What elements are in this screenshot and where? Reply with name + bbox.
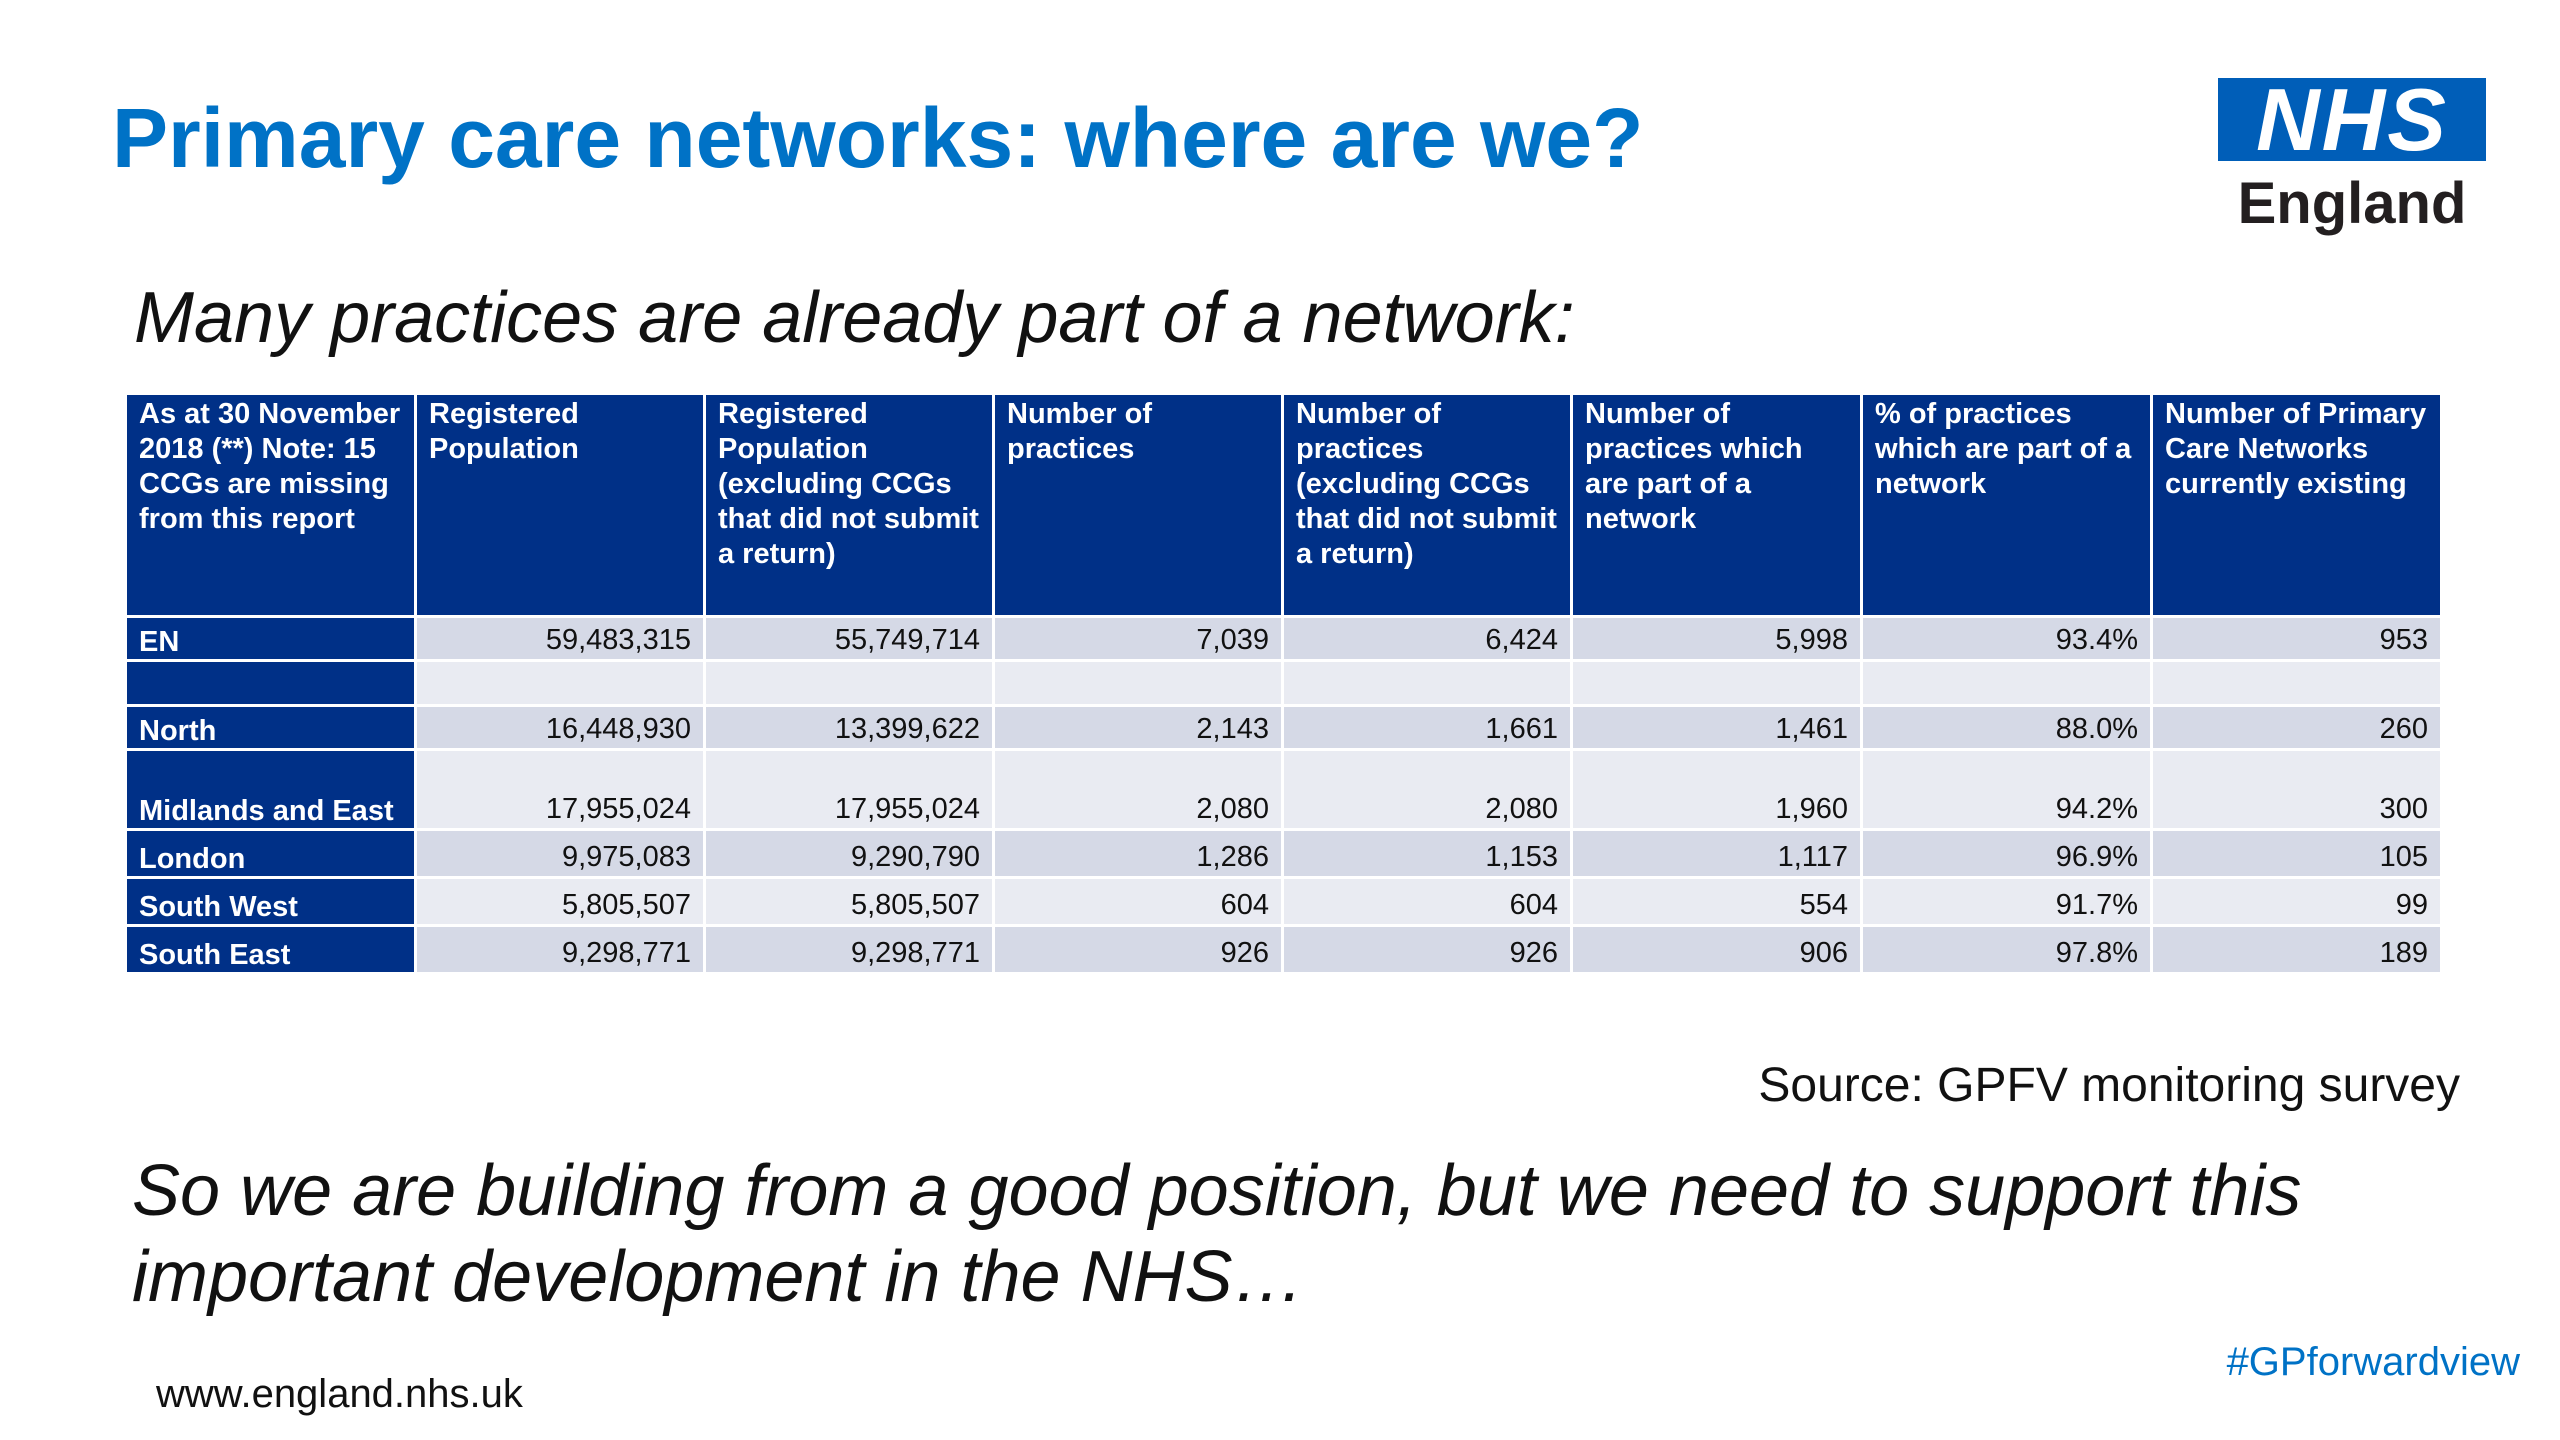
- table-row: [126, 830, 2442, 878]
- table-cell: 1,153: [1283, 830, 1572, 878]
- table-cell: 2,080: [994, 750, 1283, 830]
- table-cell: 260: [2152, 706, 2442, 750]
- table-cell: 2,143: [994, 706, 1283, 750]
- row-label: London: [126, 830, 416, 878]
- table-cell: 9,298,771: [416, 926, 705, 974]
- table-cell: 93.4%: [1862, 617, 2152, 661]
- table-cell: 17,955,024: [416, 750, 705, 830]
- row-label: South East: [126, 926, 416, 974]
- table-cell: [1572, 661, 1862, 706]
- table-cell: [1862, 661, 2152, 706]
- row-label: South West: [126, 878, 416, 926]
- nhs-logo-england-text: England: [2237, 171, 2467, 236]
- pcn-data-table: [124, 392, 2443, 975]
- table-cell: 17,955,024: [705, 750, 994, 830]
- table-cell: 13,399,622: [705, 706, 994, 750]
- table-cell: [1283, 661, 1572, 706]
- source-note: Source: GPFV monitoring survey: [1758, 1059, 2460, 1112]
- table-cell: 1,960: [1572, 750, 1862, 830]
- header-cell-practices-in-network: Number of practices which are part of a network: [1572, 394, 1862, 617]
- table-cell: 1,286: [994, 830, 1283, 878]
- page-title: Primary care networks: where are we?: [112, 91, 1644, 185]
- table-cell: 94.2%: [1862, 750, 2152, 830]
- table-row: [126, 878, 2442, 926]
- table-cell: 97.8%: [1862, 926, 2152, 974]
- table-cell: 1,461: [1572, 706, 1862, 750]
- table-cell: 604: [994, 878, 1283, 926]
- table-cell: 88.0%: [1862, 706, 2152, 750]
- table-row: [126, 926, 2442, 974]
- table-header-row: [126, 394, 2442, 617]
- table-cell: 5,805,507: [416, 878, 705, 926]
- footer-hashtag[interactable]: #GPforwardview: [2226, 1340, 2520, 1384]
- table-cell: [416, 661, 705, 706]
- header-cell-registered-population-excl: Registered Population (excluding CCGs that did not submit a return): [705, 394, 994, 617]
- header-cell-percent-in-network: % of practices which are part of a network: [1862, 394, 2152, 617]
- table-cell: 59,483,315: [416, 617, 705, 661]
- nhs-england-logo: [2218, 70, 2486, 236]
- table-cell: 5,805,507: [705, 878, 994, 926]
- table-row: [126, 706, 2442, 750]
- table-cell: 953: [2152, 617, 2442, 661]
- footer-url[interactable]: www.england.nhs.uk: [156, 1372, 523, 1416]
- table-cell: 105: [2152, 830, 2442, 878]
- table-cell: 96.9%: [1862, 830, 2152, 878]
- nhs-logo-box: NHS: [2218, 78, 2486, 161]
- header-cell-number-of-practices: Number of practices: [994, 394, 1283, 617]
- table-row: [126, 617, 2442, 661]
- table-cell: 1,117: [1572, 830, 1862, 878]
- table-cell: [705, 661, 994, 706]
- table-cell: 926: [1283, 926, 1572, 974]
- row-label: Midlands and East: [126, 750, 416, 830]
- header-cell-pcn-count: Number of Primary Care Networks currently existing: [2152, 394, 2442, 617]
- table-cell: 189: [2152, 926, 2442, 974]
- row-label: North: [126, 706, 416, 750]
- table-row-empty: [126, 661, 2442, 706]
- table-cell: 604: [1283, 878, 1572, 926]
- row-label: EN: [126, 617, 416, 661]
- table-cell: [2152, 661, 2442, 706]
- table-cell: 1,661: [1283, 706, 1572, 750]
- table-cell: 5,998: [1572, 617, 1862, 661]
- table-cell: 300: [2152, 750, 2442, 830]
- table-cell: 91.7%: [1862, 878, 2152, 926]
- table-cell: 2,080: [1283, 750, 1572, 830]
- header-cell-registered-population: Registered Population: [416, 394, 705, 617]
- table-cell: 55,749,714: [705, 617, 994, 661]
- table-cell: 9,975,083: [416, 830, 705, 878]
- table-cell: 7,039: [994, 617, 1283, 661]
- table-cell: 16,448,930: [416, 706, 705, 750]
- table-cell: 6,424: [1283, 617, 1572, 661]
- table-cell: [994, 661, 1283, 706]
- table-cell: 99: [2152, 878, 2442, 926]
- table-cell: 9,298,771: [705, 926, 994, 974]
- table-row: [126, 750, 2442, 830]
- conclusion-text: So we are building from a good position, but we need to support this important development in the NHS…: [132, 1151, 2302, 1317]
- header-cell-as-at: As at 30 November 2018 (**) Note: 15 CCGs are missing from this report: [126, 394, 416, 617]
- table-cell: 906: [1572, 926, 1862, 974]
- table-cell: 9,290,790: [705, 830, 994, 878]
- table-cell: 926: [994, 926, 1283, 974]
- table-cell: 554: [1572, 878, 1862, 926]
- row-label: [126, 661, 416, 706]
- header-cell-number-of-practices-excl: Number of practices (excluding CCGs that did not submit a return): [1283, 394, 1572, 617]
- subtitle: Many practices are already part of a network:: [134, 278, 1575, 358]
